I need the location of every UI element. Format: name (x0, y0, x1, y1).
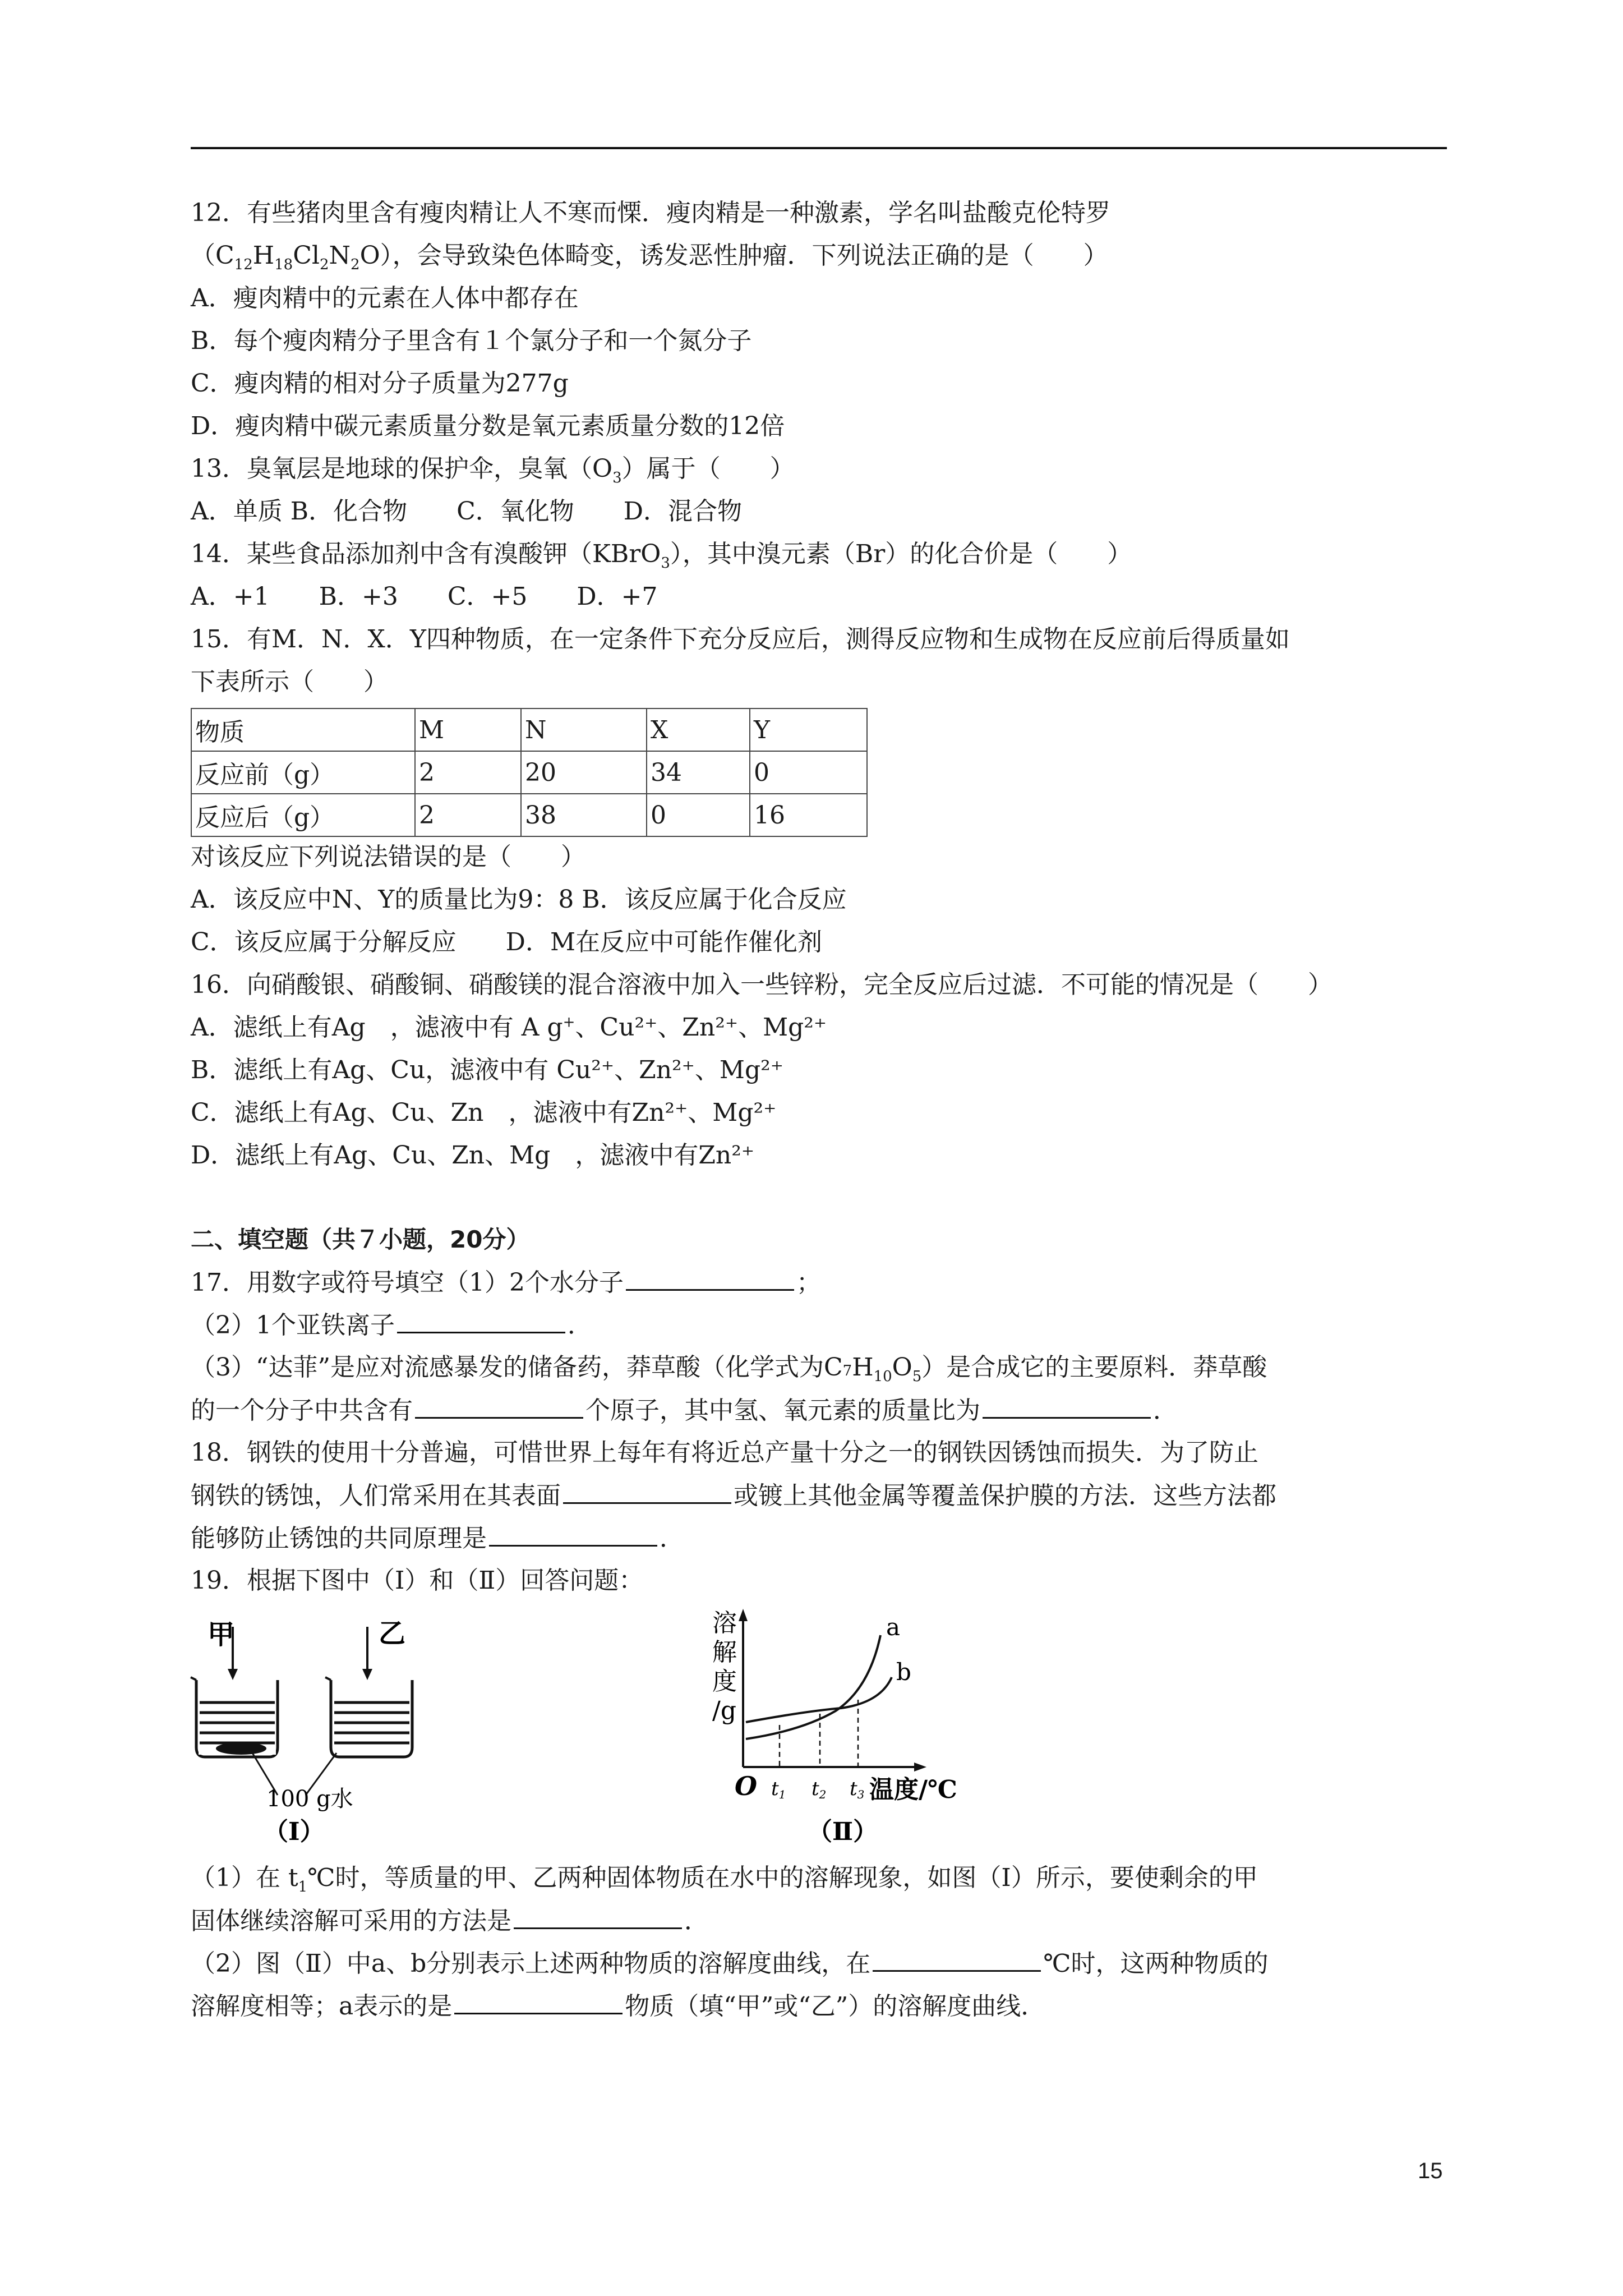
y-label-char: 溶 (712, 1609, 737, 1637)
table-cell: 16 (750, 794, 867, 836)
beaker-yi (325, 1677, 412, 1757)
table-cell: 2 (415, 751, 521, 794)
q13-options: A．单质 B．化合物 C．氧化物 D．混合物 (191, 497, 743, 526)
table-row (191, 794, 867, 836)
answer-blank[interactable] (873, 1948, 1041, 1972)
curve-b (746, 1677, 892, 1722)
table-cell: 2 (415, 794, 521, 836)
table-cell: 34 (647, 751, 750, 794)
q15-stem-2: 下表所示（ ） (191, 668, 388, 696)
q17-line-3: （3）“达菲”是应对流感暴发的储备药，莽草酸（化学式为$C7H_{10}O_5$）是合成它的主要原料．莽草酸 (191, 1353, 1267, 1385)
q19-part2-line1: （2）图（Ⅱ）中a、b分别表示上述两种物质的溶解度曲线，在 ℃时，这两种物质的 (191, 1948, 1269, 1980)
figure-ii-label: （Ⅱ） (808, 1818, 878, 1846)
answer-blank[interactable] (397, 1309, 565, 1333)
table-row (191, 751, 867, 794)
header-rule (191, 147, 1447, 149)
q16-option-d: D．滤纸上有Ag、Cu、Zn、Mg ，滤液中有Zn²⁺ (191, 1141, 755, 1170)
figure-i-label: （Ⅰ） (264, 1818, 325, 1846)
q12-option-d: D．瘦肉精中碳元素质量分数是氧元素质量分数的12倍 (191, 412, 785, 440)
q15-stem-1: 15．有M．N．X．Y四种物质，在一定条件下充分反应后，测得反应物和生成物在反应前后得质量如 (191, 625, 1290, 654)
q15-options-ab: A．该反应中N、Y的质量比为9：8 B．该反应属于化合反应 (191, 885, 847, 914)
q14-options: A．+1 B．+3 C．+5 D．+7 (191, 582, 658, 611)
answer-blank[interactable] (454, 1990, 623, 2014)
beaker-jia (191, 1677, 278, 1757)
q18-line-1: 18．钢铁的使用十分普遍，可惜世界上每年有将近总产量十分之一的钢铁因锈蚀而损失．为了防止 (191, 1438, 1258, 1467)
section-title: 二、填空题（共７小题，20分） (191, 1226, 530, 1253)
q19-part1-line1: （1）在 $t_1℃$时，等质量的甲、乙两种固体物质在水中的溶解现象，如图（Ⅰ）所示，要使剩余的甲 (191, 1864, 1258, 1895)
t1-label: t1 (771, 1778, 786, 1801)
table-cell: N (521, 708, 647, 751)
q12-option-b: B．每个瘦肉精分子里含有１个氯分子和一个氮分子 (191, 326, 752, 355)
t3-label: t3 (850, 1778, 865, 1801)
q15-table (191, 708, 868, 837)
y-axis-arrow (739, 1609, 748, 1621)
q19-stem: 19．根据下图中（Ⅰ）和（Ⅱ）回答问题： (191, 1566, 644, 1595)
t2-label: t2 (811, 1778, 827, 1801)
figure-solubility-chart (695, 1604, 965, 1862)
q16-option-a: A．滤纸上有Ag ，滤液中有 A g+、Cu²⁺、Zn²⁺、Mg²⁺ (191, 1013, 827, 1042)
q12-option-a: A．瘦肉精中的元素在人体中都存在 (191, 284, 579, 312)
curve-b-label: b (896, 1658, 911, 1686)
undissolved-solid (216, 1742, 266, 1755)
q15-question: 对该反应下列说法错误的是（ ） (191, 843, 585, 871)
figure-beakers (185, 1610, 477, 1851)
table-cell: X (647, 708, 750, 751)
q12-option-c: C．瘦肉精的相对分子质量为277g (191, 369, 569, 398)
curve-a (746, 1635, 880, 1739)
jia-label: 甲 (208, 1619, 235, 1650)
table-cell: 物质 (191, 708, 415, 751)
q14-stem: 14．某些食品添加剂中含有溴酸钾（KBrO$_3$），其中溴元素（Br）的化合价是（ ） (191, 540, 1132, 572)
answer-blank[interactable] (563, 1480, 731, 1504)
answer-blank[interactable] (626, 1267, 794, 1291)
y-label-char: 解 (712, 1638, 737, 1667)
table-cell: 0 (647, 794, 750, 836)
table-row (191, 708, 867, 751)
answer-blank[interactable] (983, 1395, 1151, 1419)
table-cell: 反应后（g） (191, 794, 415, 836)
page-number: 15 (1418, 2159, 1443, 2183)
origin-label: O (735, 1771, 758, 1801)
table-cell: 0 (750, 751, 867, 794)
q16-stem: 16．向硝酸银、硝酸铜、硝酸镁的混合溶液中加入一些锌粉，完全反应后过滤．不可能的情况是（ ） (191, 970, 1332, 999)
q18-line-3: 能够防止锈蚀的共同原理是 ． (191, 1522, 684, 1554)
q17-line-2: （2）1个亚铁离子 ． (191, 1309, 592, 1341)
x-axis-arrow (914, 1763, 926, 1772)
q19-part2-line2: 溶解度相等；a表示的是 物质（填“甲”或“乙”）的溶解度曲线． (191, 1990, 1045, 2022)
q17-line-1: 17．用数字或符号填空（1）2个水分子 ； (191, 1267, 821, 1299)
q19-part1-line2: 固体继续溶解可采用的方法是 ． (191, 1905, 709, 1937)
water-label: 100 g水 (266, 1786, 353, 1812)
table-cell: 20 (521, 751, 647, 794)
q12-formula-line: $(C_{12}H_{18}Cl_2N_2O)$，会导致染色体畸变，诱发恶性肿瘤．下列说法正确的是（ ） (191, 241, 1108, 273)
table-cell: 38 (521, 794, 647, 836)
y-label-char: /g (712, 1696, 736, 1725)
table-cell: Y (750, 708, 867, 751)
q15-options-cd: C．该反应属于分解反应 D．M在反应中可能作催化剂 (191, 928, 822, 956)
q16-option-b: B．滤纸上有Ag、Cu，滤液中有 Cu²⁺、Zn²⁺、Mg²⁺ (191, 1056, 783, 1084)
q13-stem: 13．臭氧层是地球的保护伞，臭氧$(O_3)$属于（ ） (191, 454, 795, 486)
arrow-head (362, 1669, 372, 1680)
answer-blank[interactable] (415, 1395, 583, 1419)
answer-blank[interactable] (489, 1522, 657, 1547)
answer-blank[interactable] (514, 1905, 682, 1929)
table-cell: M (415, 708, 521, 751)
x-axis-label: 温度/℃ (869, 1775, 957, 1804)
y-label-char: 度 (712, 1667, 737, 1696)
q12-stem: 12．有些猪肉里含有瘦肉精让人不寒而慄．瘦肉精是一种激素，学名叫盐酸克伦特罗 (191, 199, 1110, 227)
yi-label: 乙 (379, 1618, 406, 1649)
q16-option-c: C．滤纸上有Ag、Cu、Zn ，滤液中有Zn²⁺、Mg²⁺ (191, 1098, 777, 1127)
table-cell: 反应前（g） (191, 751, 415, 794)
curve-a-label: a (886, 1613, 901, 1641)
arrow-head (228, 1669, 238, 1680)
q17-line-4: 的一个分子中共含有 个原子，其中氢、氧元素的质量比为 ． (191, 1395, 1178, 1427)
q18-line-2: 钢铁的锈蚀，人们常采用在其表面 或镀上其他金属等覆盖保护膜的方法．这些方法都 (191, 1480, 1276, 1512)
